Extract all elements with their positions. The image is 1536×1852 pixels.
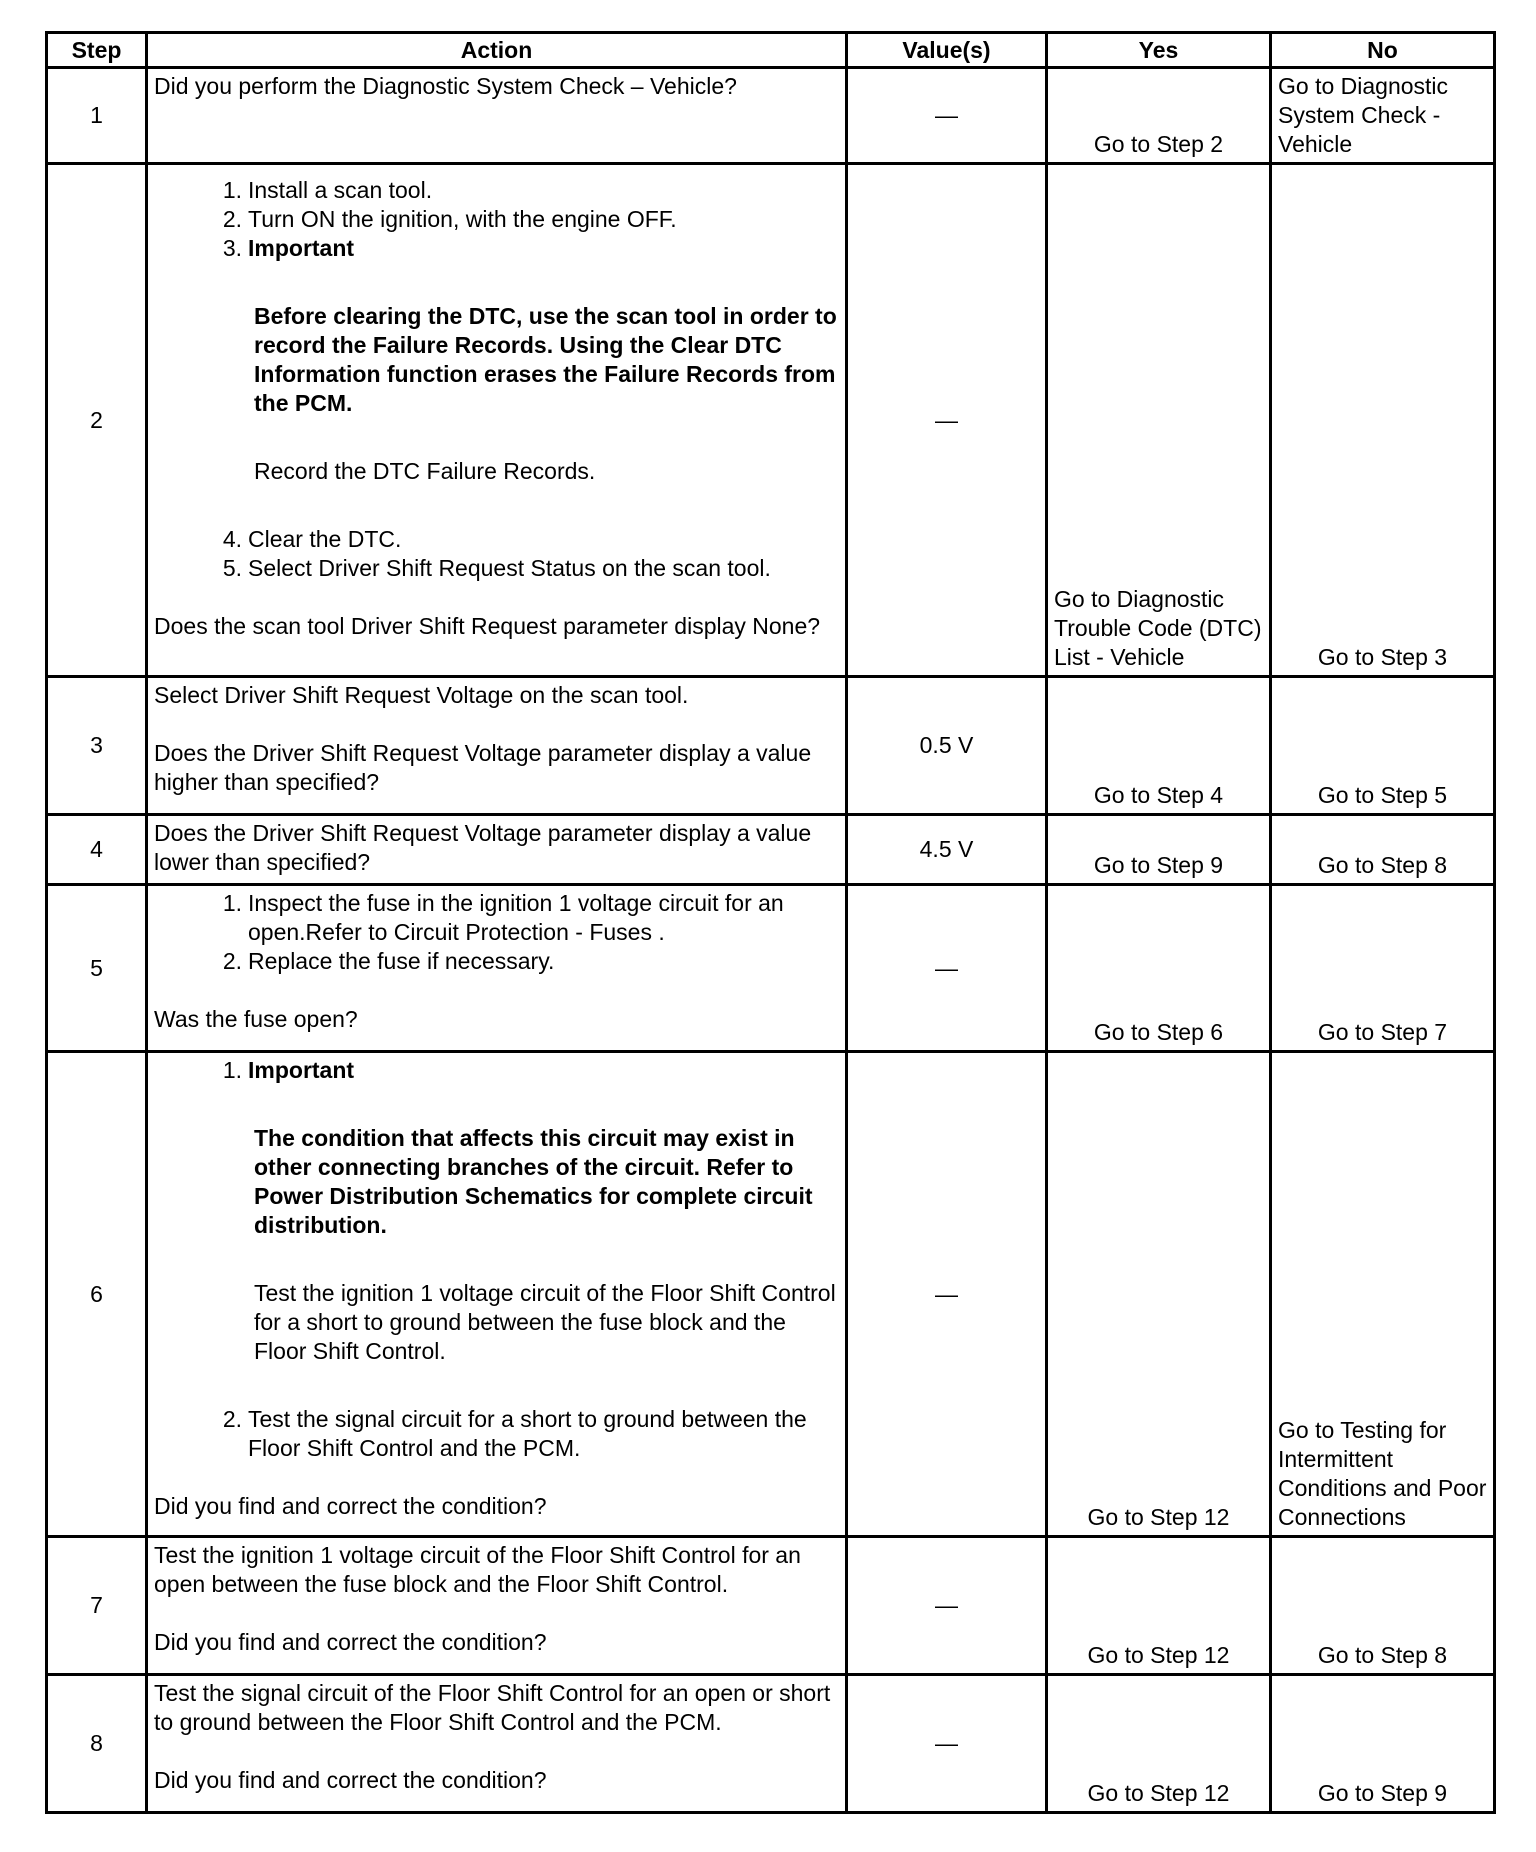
value-cell: 4.5 V (847, 815, 1047, 885)
header-yes: Yes (1047, 33, 1271, 68)
important-text: The condition that affects this circuit may exist in other connecting branches of the circuit. Refer to Power Distribution Schematics for complete circuit distribution. (254, 1125, 813, 1238)
no-cell: Go to Step 5 (1271, 677, 1495, 815)
value-cell: — (847, 1675, 1047, 1813)
header-values: Value(s) (847, 33, 1047, 68)
action-cell (147, 677, 847, 815)
yes-cell: Go to Step 6 (1047, 885, 1271, 1052)
step-number: 2 (47, 164, 147, 677)
table-row (47, 815, 1495, 885)
action-cell (147, 885, 847, 1052)
table-row (47, 1537, 1495, 1675)
yes-cell: Go to Step 9 (1047, 815, 1271, 885)
no-cell: Go to Step 8 (1271, 815, 1495, 885)
question-text: Did you find and correct the condition? (154, 1767, 547, 1793)
step-number: 3 (47, 677, 147, 815)
list-item: 3. Important (222, 235, 355, 261)
table-row (47, 1052, 1495, 1537)
yes-cell: Go to Step 4 (1047, 677, 1271, 815)
action-cell (147, 1537, 847, 1675)
header-no: No (1271, 33, 1495, 68)
list-item: 4. Clear the DTC. (222, 526, 402, 552)
table-row (47, 68, 1495, 164)
list-item: 2. Replace the fuse if necessary. (222, 948, 555, 974)
table-row (47, 1675, 1495, 1813)
value-cell: — (847, 885, 1047, 1052)
action-cell (147, 815, 847, 885)
yes-cell: Go to Step 2 (1047, 68, 1271, 164)
question-text: Does the scan tool Driver Shift Request parameter display None? (154, 613, 821, 639)
step-number: 6 (47, 1052, 147, 1537)
table-row (47, 677, 1495, 815)
step-number: 8 (47, 1675, 147, 1813)
intro-text: Select Driver Shift Request Voltage on the scan tool. (154, 682, 689, 708)
no-cell: Go to Step 9 (1271, 1675, 1495, 1813)
value-cell: — (847, 164, 1047, 677)
question-text: Did you find and correct the condition? (154, 1629, 547, 1655)
table-row (47, 885, 1495, 1052)
diagnostic-table (45, 31, 1496, 1814)
table-row (47, 164, 1495, 677)
value-cell: — (847, 1537, 1047, 1675)
important-text: Before clearing the DTC, use the scan tool in order to record the Failure Records. Using the Clear DTC Information function erases the Failure Records from the PCM. (254, 303, 837, 416)
yes-cell: Go to Diagnostic Trouble Code (DTC) List - Vehicle (1047, 164, 1271, 677)
no-cell: Go to Diagnostic System Check - Vehicle (1271, 68, 1495, 164)
header-row (47, 33, 1495, 68)
list-item: 5. Select Driver Shift Request Status on the scan tool. (222, 555, 771, 581)
note-text: Record the DTC Failure Records. (254, 458, 596, 484)
list-item: 1. Important (222, 1057, 355, 1083)
list-item: 2. Test the signal circuit for a short to ground between the Floor Shift Control and the PCM. (222, 1406, 807, 1461)
value-cell: — (847, 68, 1047, 164)
intro-text: Test the ignition 1 voltage circuit of the Floor Shift Control for an open between the fuse block and the Floor Shift Control. (154, 1542, 801, 1597)
list-item: 1. Install a scan tool. (222, 177, 433, 203)
step-number: 7 (47, 1537, 147, 1675)
value-cell: 0.5 V (847, 677, 1047, 815)
header-step: Step (47, 33, 147, 68)
no-cell: Go to Step 3 (1271, 164, 1495, 677)
note-text: Test the ignition 1 voltage circuit of the Floor Shift Control for a short to ground between the fuse block and the Floor Shift Control. (254, 1280, 836, 1364)
question-text: Did you find and correct the condition? (154, 1493, 547, 1519)
intro-text: Test the signal circuit of the Floor Shift Control for an open or short to ground between the Floor Shift Control and the PCM. (154, 1680, 831, 1735)
action-cell (147, 1052, 847, 1537)
question-text: Was the fuse open? (154, 1006, 358, 1032)
question-text: Does the Driver Shift Request Voltage parameter display a value higher than specified? (154, 740, 812, 795)
action-cell (147, 1675, 847, 1813)
question-text: Did you perform the Diagnostic System Check – Vehicle? (154, 73, 737, 99)
question-text: Does the Driver Shift Request Voltage parameter display a value lower than specified? (154, 820, 812, 875)
step-number: 5 (47, 885, 147, 1052)
list-item: 2. Turn ON the ignition, with the engine OFF. (222, 206, 677, 232)
list-item: 1. Inspect the fuse in the ignition 1 voltage circuit for an open.Refer to Circuit Protection - Fuses . (222, 890, 784, 945)
yes-cell: Go to Step 12 (1047, 1675, 1271, 1813)
step-number: 1 (47, 68, 147, 164)
no-cell: Go to Step 8 (1271, 1537, 1495, 1675)
step-number: 4 (47, 815, 147, 885)
yes-cell: Go to Step 12 (1047, 1052, 1271, 1537)
header-action: Action (147, 33, 847, 68)
yes-cell: Go to Step 12 (1047, 1537, 1271, 1675)
value-cell: — (847, 1052, 1047, 1537)
action-cell (147, 164, 847, 677)
no-cell: Go to Step 7 (1271, 885, 1495, 1052)
action-cell (147, 68, 847, 164)
no-cell: Go to Testing for Intermittent Conditions and Poor Connections (1271, 1052, 1495, 1537)
